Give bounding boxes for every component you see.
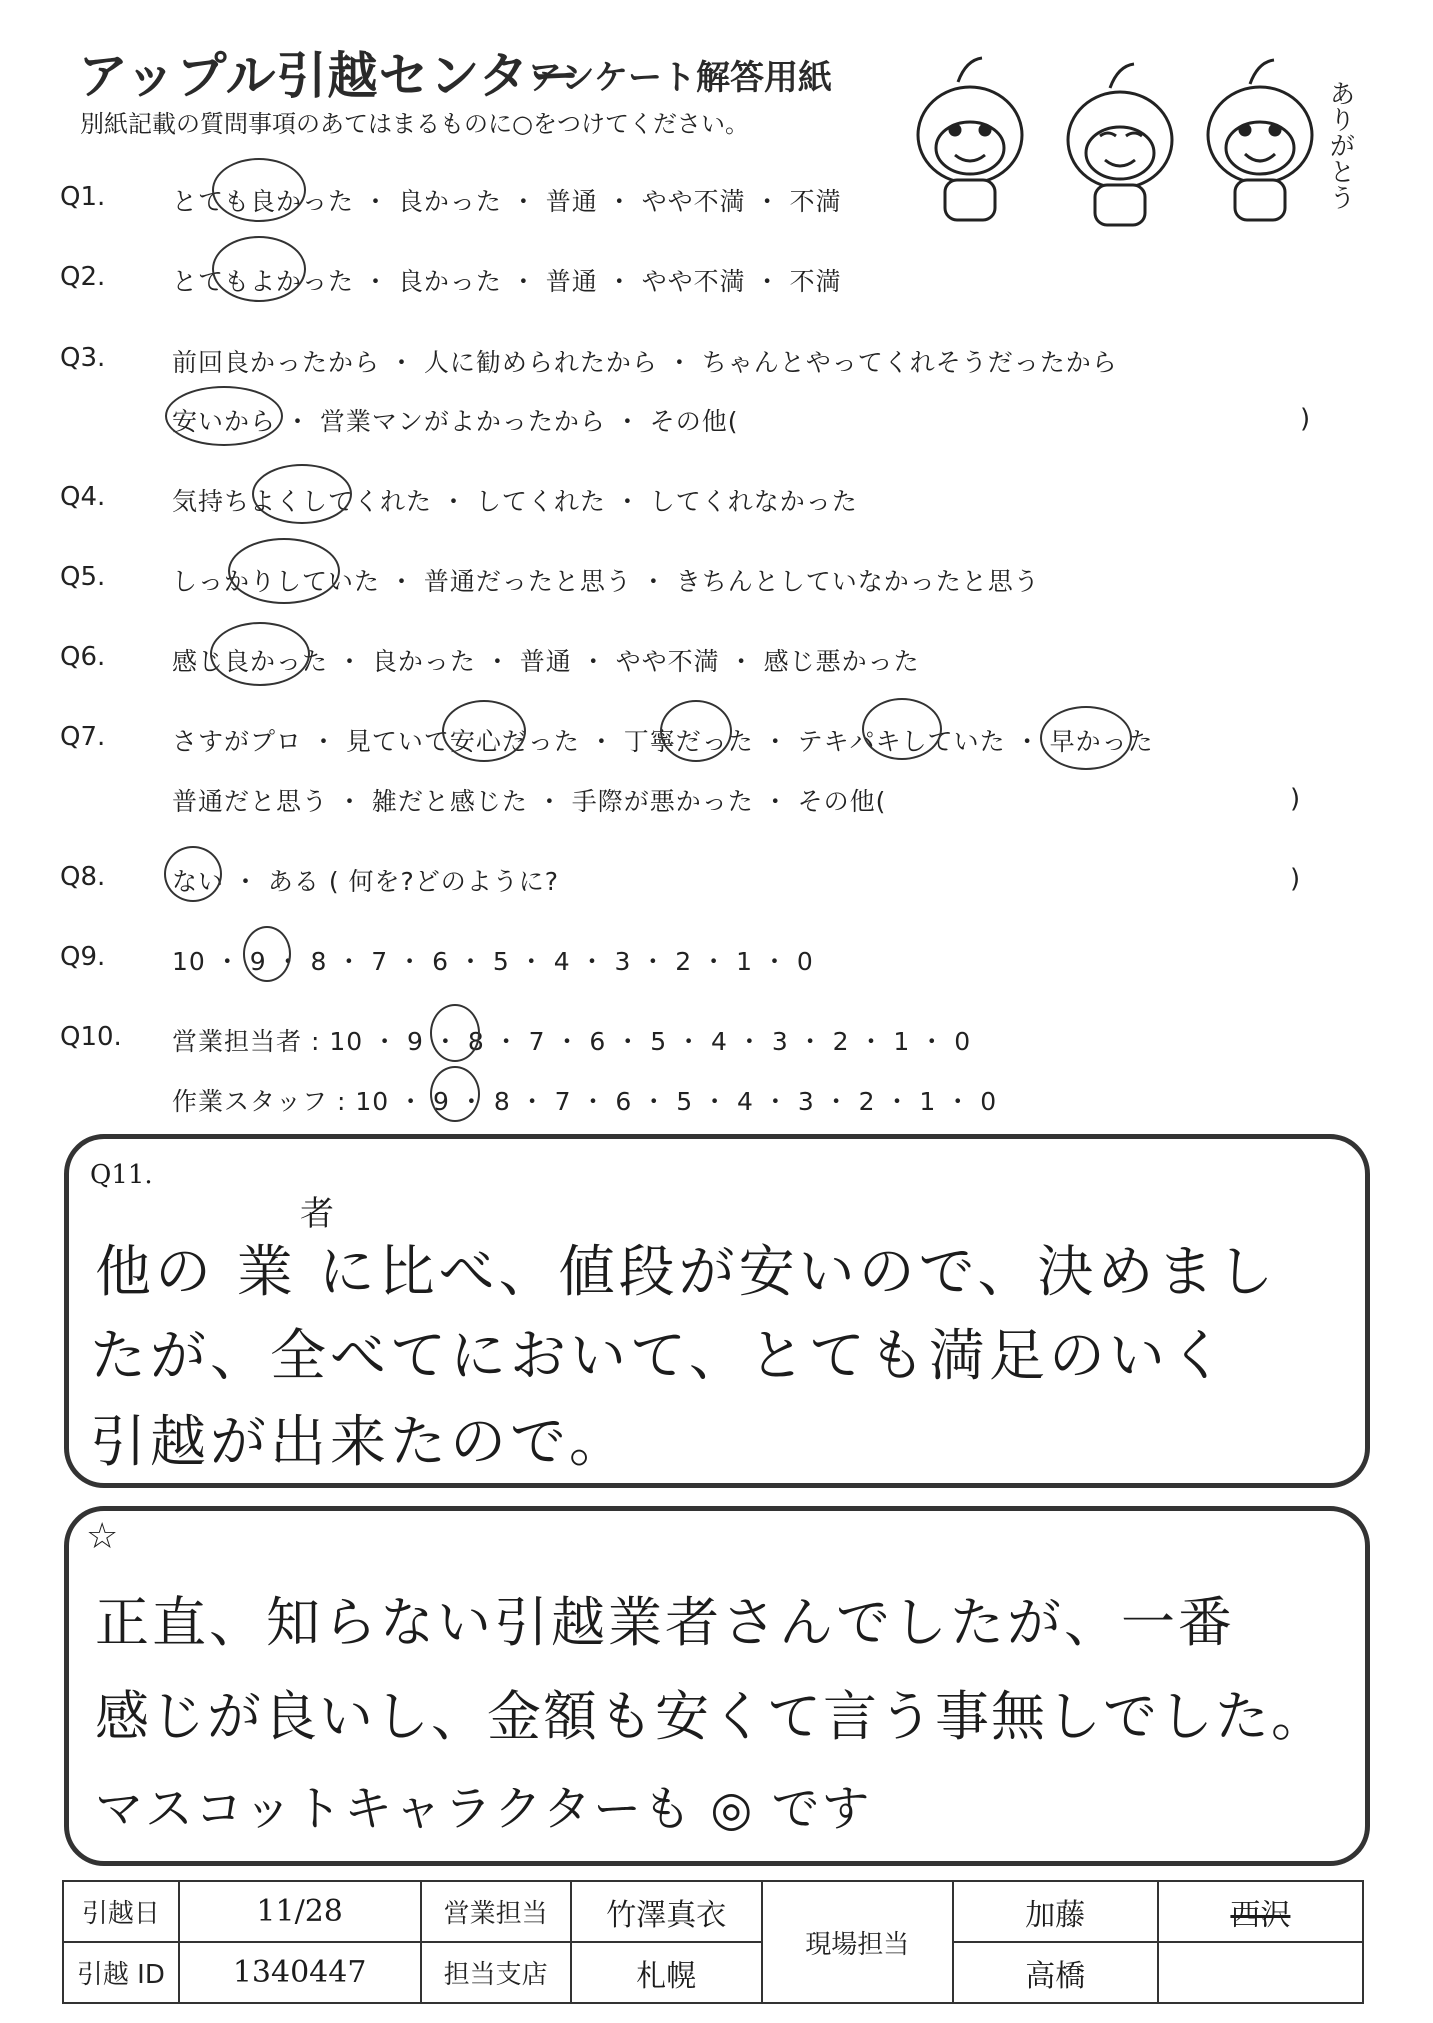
answer-circle-q6 — [210, 622, 310, 686]
star-icon: ☆ — [86, 1516, 119, 1557]
answer-circle-q2 — [212, 236, 306, 302]
q8-label: Q8. — [60, 862, 106, 892]
q6-options: 感じ良かった ・ 良かった ・ 普通 ・ やや不満 ・ 感じ悪かった — [172, 647, 920, 676]
answer-circle-q1 — [212, 158, 306, 222]
form-title: アップル引越センター — [78, 47, 581, 105]
move-date-label: 引越日 — [63, 1881, 179, 1942]
q10-sales-options: 営業担当者 : 10 ・ 9 ・ 8 ・ 7 ・ 6 ・ 5 ・ 4 ・ 3 ・ 2 ・ 1 ・ 0 — [172, 1027, 972, 1056]
site-staff-label: 現場担当 — [762, 1881, 953, 2003]
answer-circle-q4 — [252, 464, 352, 524]
answer-circle-q7-hayakatta — [1040, 706, 1132, 770]
form-instruction: 別紙記載の質問事項のあてはまるものに○をつけてください。 — [80, 110, 749, 138]
site-staff-empty — [1158, 1942, 1363, 2003]
q1-options: とても良かった ・ 良かった ・ 普通 ・ やや不満 ・ 不満 — [172, 187, 842, 216]
branch-label: 担当支店 — [421, 1942, 571, 2003]
site-staff-2: 高橋 — [953, 1942, 1158, 2003]
q11-handwritten-line-1: 他の 業 に比べ、値段が安いので、決めまし — [95, 1240, 1278, 1305]
q2-label: Q2. — [60, 262, 106, 292]
mascot-monkey-2 — [1068, 64, 1172, 225]
q8-options: ない ・ ある ( 何を?どのように? — [172, 867, 560, 896]
sales-rep-value: 竹澤真衣 — [571, 1881, 762, 1942]
q11-insert-mark: 者 — [300, 1194, 334, 1234]
q11-handwritten-line-3: 引越が出来たので。 — [90, 1410, 629, 1475]
q11-label: Q11. — [90, 1160, 153, 1190]
q3-options-line2: 安いから ・ 営業マンがよかったから ・ その他( — [172, 407, 739, 436]
q10-label: Q10. — [60, 1022, 122, 1052]
q5-label: Q5. — [60, 562, 106, 592]
star-handwritten-line-1: 正直、知らない引越業者さんでしたが、一番 — [95, 1591, 1235, 1654]
move-id-value: 1340447 — [179, 1942, 421, 2003]
q6-label: Q6. — [60, 642, 106, 672]
answer-circle-q7-teinei — [660, 700, 732, 762]
site-staff-3-crossed: 西沢 — [1158, 1881, 1363, 1942]
q7-options-line1: さすがプロ ・ 見ていて安心だった ・ 丁寧だった ・ テキパキしていた ・ 早かった — [172, 727, 1154, 756]
q7-options-line2: 普通だと思う ・ 雑だと感じた ・ 手際が悪かった ・ その他( — [172, 787, 887, 816]
branch-value: 札幌 — [571, 1942, 762, 2003]
star-handwritten-line-3: マスコットキャラクターも ◎ です — [95, 1781, 872, 1837]
move-info-table — [62, 1880, 1364, 2004]
answer-circle-q8 — [164, 846, 222, 902]
answer-circle-q7-anshin — [442, 700, 526, 762]
site-staff-1: 加藤 — [953, 1881, 1158, 1942]
mascot-monkey-3 — [1208, 60, 1312, 220]
q7-close-paren: ) — [1290, 784, 1301, 814]
q9-options: 10 ・ 9 ・ 8 ・ 7 ・ 6 ・ 5 ・ 4 ・ 3 ・ 2 ・ 1 ・ 0 — [172, 947, 814, 976]
q11-handwritten-line-2: たが、全べてにおいて、とても満足のいく — [90, 1324, 1229, 1389]
q8-close-paren: ) — [1290, 864, 1301, 894]
answer-circle-q10-sales — [430, 1004, 480, 1062]
q3-options-line1: 前回良かったから ・ 人に勧められたから ・ ちゃんとやってくれそうだったから — [172, 348, 1118, 377]
form-subtitle: アンケート解答用紙 — [528, 58, 832, 98]
q4-label: Q4. — [60, 482, 106, 512]
q3-label: Q3. — [60, 343, 106, 373]
star-handwritten-line-2: 感じが良いし、金額も安くて言う事無しでした。 — [95, 1685, 1327, 1748]
q2-options: とてもよかった ・ 良かった ・ 普通 ・ やや不満 ・ 不満 — [172, 267, 842, 296]
mascot-monkeys-illustration — [900, 40, 1370, 230]
answer-circle-q10-staff — [430, 1066, 480, 1122]
q3-close-paren: ) — [1300, 404, 1311, 434]
answer-circle-q7-tekipaki — [862, 698, 942, 760]
answer-circle-q5 — [228, 538, 340, 604]
q10-staff-options: 作業スタッフ : 10 ・ 9 ・ 8 ・ 7 ・ 6 ・ 5 ・ 4 ・ 3 ・ 2 ・ 1 ・ 0 — [172, 1087, 998, 1116]
q5-options: しっかりしていた ・ 普通だったと思う ・ きちんとしていなかったと思う — [172, 567, 1040, 596]
answer-circle-q9 — [243, 926, 291, 982]
q1-label: Q1. — [60, 182, 106, 212]
answer-circle-q3 — [165, 386, 283, 446]
q7-label: Q7. — [60, 722, 106, 752]
mascot-monkey-1 — [918, 58, 1022, 220]
sales-rep-label: 営業担当 — [421, 1881, 571, 1942]
move-date-value: 11/28 — [179, 1881, 421, 1942]
mascot-thanks-text: ありがとう — [1325, 80, 1355, 210]
q4-options: 気持ちよくしてくれた ・ してくれた ・ してくれなかった — [172, 487, 858, 516]
q9-label: Q9. — [60, 942, 106, 972]
move-id-label: 引越 ID — [63, 1942, 179, 2003]
